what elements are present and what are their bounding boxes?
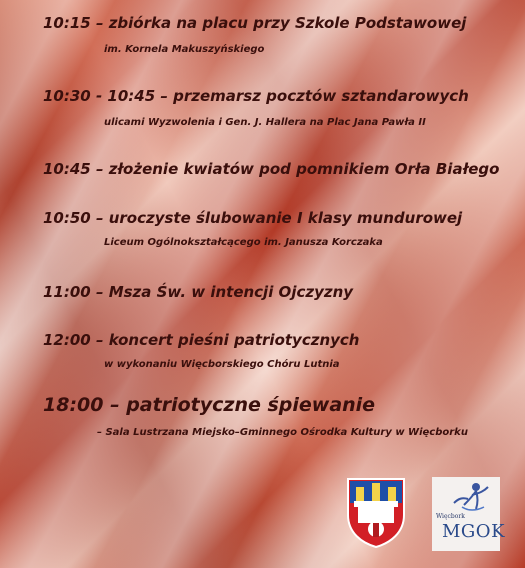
schedule-item-2-title: 10:30 - 10:45 – przemarsz pocztów sztandarowych [43,87,469,105]
schedule-item-6-title: 12:00 – koncert pieśni patriotycznych [43,331,360,349]
schedule-item-1-detail: im. Kornela Makuszyńskiego [104,44,265,55]
dancer-icon [432,477,500,517]
schedule-item-6-detail: w wykonaniu Więcborskiego Chóru Lutnia [104,359,340,370]
schedule-item-1-title: 10:15 – zbiórka na placu przy Szkole Podstawowej [43,14,467,32]
mgok-name-label: MGOK [442,521,506,542]
schedule-item-7-title: 18:00 – patriotyczne śpiewanie [43,394,376,416]
schedule-item-3-title: 10:45 – złożenie kwiatów pod pomnikiem Orła Białego [43,160,500,178]
schedule-item-5-title: 11:00 – Msza Św. w intencji Ojczyzny [43,283,354,301]
schedule-item-4-detail: Liceum Ogólnokształcącego im. Janusza Korczaka [104,237,383,248]
town-coat-of-arms-icon [346,477,406,549]
schedule-item-7-detail: – Sala Lustrzana Miejsko–Gminnego Ośrodka Kultury w Więcborku [97,427,468,438]
schedule-item-4-title: 10:50 – uroczyste ślubowanie I klasy mundurowej [43,209,463,227]
schedule-item-2-detail: ulicami Wyzwolenia i Gen. J. Hallera na Plac Jana Pawła II [104,117,426,128]
mgok-logo [432,477,506,551]
mgok-town-label: Więcbork [436,513,465,520]
